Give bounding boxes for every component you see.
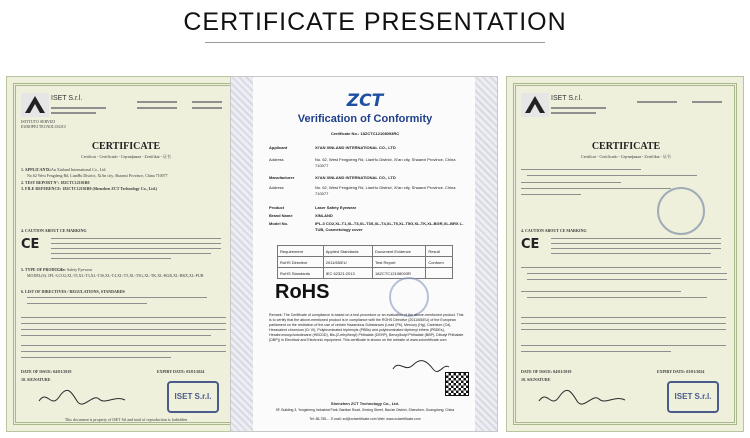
brand-value: XINLAND [315, 213, 333, 218]
body-line [521, 351, 671, 352]
ce-mark-icon: CE [521, 237, 540, 252]
certificate-subheading: Certificat - Certificado - Сертификат - Zertifikat - 证书 [581, 154, 671, 159]
table-header: Applied Standards [323, 246, 372, 257]
table-cell: IEC 62321:2013 [323, 268, 372, 279]
body-line [521, 182, 621, 183]
body-line [521, 194, 581, 195]
org-line-1: ISTITUTO SERVIZI [21, 119, 55, 124]
product-label: Product [269, 205, 285, 210]
body-line [527, 273, 727, 274]
signature-label: 10. SIGNATURE [521, 377, 551, 382]
remark-text: Remark: The Certificate of compliance is based on a test procedure or an evaluation of the above-mentioned product. This is to certify that the above-mentioned product is in compliance with the ROHS Directive (2011/65/EU) of the European parliament on the restriction of the use of certain Hazardous Substances (Lead (Pb), Mercury (Hg), Cadmium (Cd), Hexavalent chromium (Cr VI), Polybrominated biphenyls (PBBs) and polybrominated diphenyl ethers (PBDEs), Hexabromocyclododecane (HBCDD), Bis-(2-ethylhexyl) Phthalate (DEHP), Benzylbutyl Phthalate (BBP), Dibutyl Phthalate (DBP)) in Electrical and Electronic equipment. This certificate is shown on the website of www.zctcertificate.com [269, 313, 464, 342]
table-row [278, 268, 453, 279]
org-line-2: EUROPEI TECNOLOGICI [21, 124, 66, 129]
table-cell: Test Report [373, 257, 426, 268]
contact-line [637, 101, 677, 103]
qr-code-icon [445, 372, 469, 396]
contact-line [137, 101, 177, 103]
rohs-logo: RoHS [275, 281, 330, 303]
product-value: Laser Safety Eyewear [315, 205, 357, 210]
body-line [21, 317, 226, 318]
manufacturer-label: Manufacturer [269, 175, 295, 180]
certificate-subheading: Certificat - Certificado - Сертификат - Zertifikat - 证书 [81, 154, 171, 159]
product-type-label: 5. TYPE OF PRODUCT: [21, 267, 64, 272]
body-line [21, 345, 226, 346]
table-cell: 2011/65/EU [323, 257, 372, 268]
model-value: IPL-3 CO2,XL-T1,XL-T3,XL-T3S,XL-T4,XL-T5,XL-T5G,XL-TK,XL-BGR,XL-BRX L-TUB, Cosmetology cover [315, 221, 464, 232]
verification-heading: Verification of Conformity [297, 113, 433, 125]
body-line [551, 243, 721, 244]
signature-scribble [537, 387, 627, 409]
body-line [51, 253, 211, 254]
signature-label: 10. SIGNATURE [21, 377, 51, 382]
table-cell: RoHS Standards [278, 268, 324, 279]
zct-logo: ZCT [346, 91, 384, 111]
table-header-row [278, 246, 453, 257]
footer-company: Shenzhen ZCT Technology Co., Ltd. [330, 401, 400, 406]
body-line [527, 279, 727, 280]
left-certificate [6, 76, 244, 432]
applicant-value: XI'AN XINLAND INTERNATIONAL CO., LTD [315, 145, 396, 150]
seal-icon [389, 277, 429, 317]
body-line [551, 253, 711, 254]
table-cell: Conform [426, 257, 453, 268]
applicant-address: No.62 West Fengdeng Rd, LianHu District, XiAn city, Shaanxi Province, China 710077 [27, 173, 168, 178]
body-line [51, 248, 221, 249]
table-header: Result [426, 246, 453, 257]
ce-mark-icon: CE [21, 237, 40, 252]
table-row [278, 257, 453, 268]
body-line [51, 243, 221, 244]
body-line [21, 329, 226, 330]
signature-scribble [391, 357, 451, 375]
ce-marking-heading: 4. CAUTION ABOUT CE MARKING [521, 228, 587, 233]
body-line [51, 258, 171, 259]
body-line [521, 169, 641, 170]
body-line [521, 345, 726, 346]
body-line [21, 335, 211, 336]
right-certificate [506, 76, 744, 432]
directives-heading: 6. LIST OF DIRECTIVES / REGULATIONS, STANDARDS [21, 289, 125, 294]
body-line [521, 329, 726, 330]
applicant-value: XiAn Xinland International Co., Ltd. [47, 167, 107, 172]
certificate-heading: CERTIFICATE [591, 141, 661, 152]
body-line [551, 238, 721, 239]
address-value-2: No. 62, West Fengdeng Rd, LianHu District, Xi'an city, Shaanxi Province, China 710077 [315, 185, 456, 196]
address-line [51, 107, 106, 109]
body-line [27, 303, 147, 304]
body-line [521, 323, 726, 324]
body-line [527, 175, 697, 176]
table-header: Document Evidence [373, 246, 426, 257]
body-line [521, 267, 721, 268]
body-line [21, 357, 171, 358]
issue-date: DATE OF ISSUE: 04/01/2019 [521, 369, 572, 374]
file-reference: 3. FILE REFERENCE: 182CTC12101B0 (Shenzhen ZCT Technology Co., Ltd.) [21, 186, 158, 191]
body-line [21, 323, 226, 324]
manufacturer-value: XI'AN XINLAND INTERNATIONAL CO., LTD [315, 175, 396, 180]
address-label: Address [269, 157, 284, 162]
body-line [27, 297, 207, 298]
body-line [521, 291, 681, 292]
table-cell [426, 268, 453, 279]
table-header: Requirement [278, 246, 324, 257]
address-line [51, 112, 96, 114]
body-line [527, 297, 707, 298]
title-underline [205, 42, 545, 43]
iset-logo-icon [521, 93, 549, 117]
applicant-label: 1. APPLICANT: [21, 167, 50, 172]
contact-line [192, 101, 222, 103]
requirements-table [277, 245, 453, 279]
model-label: Model No. [269, 221, 289, 226]
iset-stamp: ISET S.r.l. [167, 381, 219, 413]
body-line [521, 317, 726, 318]
certificate-number: Certificate No.: 18ZCTC12108093RC [330, 131, 400, 136]
footer-address: 5F, Building 3, Yongsheng Industrial Park, Bantian Road, Xinxing Street, Bao'an District, Shenzhen, Guangdong, China [275, 408, 455, 412]
body-line [21, 351, 226, 352]
expiry-date: EXPIRY DATE: 03/01/2024 [157, 369, 205, 374]
address-label-2: Address [269, 185, 284, 190]
product-type-value: Laser Safety Eyewear [57, 267, 93, 272]
body-line [551, 248, 721, 249]
expiry-date: EXPIRY DATE: 03/01/2024 [657, 369, 705, 374]
contact-line [192, 107, 222, 109]
issue-date: DATE OF ISSUE: 04/01/2019 [21, 369, 72, 374]
iset-stamp: ISET S.r.l. [667, 381, 719, 413]
issuer-name: ISET S.r.l. [51, 95, 83, 102]
cert-footer: This document is property of ISET Srl and total of reproduction is forbidden [64, 417, 188, 422]
models-list: MODEL(S): IPL-3,CO2,XL-TI,XL-T3,XL-T3S,XL-T4,XL-T5,XL-T5G,XL-TK,XL-BGR,XL-BRX,XL-PUB [27, 273, 204, 278]
signature-scribble [37, 387, 127, 409]
issuer-name: ISET S.r.l. [551, 95, 583, 102]
table-cell: 18ZCTC12108093R [373, 268, 426, 279]
certificate-heading: CERTIFICATE [91, 141, 161, 152]
body-line [521, 188, 671, 189]
seal-icon [657, 187, 705, 235]
address-line [551, 112, 596, 114]
address-line [551, 107, 606, 109]
iset-logo-icon [21, 93, 49, 117]
applicant-label: Applicant [269, 145, 288, 150]
center-certificate [230, 76, 498, 432]
table-cell: RoHS Directive [278, 257, 324, 268]
test-report: 2. TEST REPORT N°: 182CTC12101B0 [21, 180, 90, 185]
contact-line [137, 107, 177, 109]
address-value: No. 62, West Fengdeng Rd, LianHu District, Xi'an city, Shaanxi Province, China 710077 [315, 157, 456, 168]
ce-marking-heading: 4. CAUTION ABOUT CE MARKING [21, 228, 87, 233]
brand-label: Brand Name [269, 213, 293, 218]
footer-web: Tel: 86-755-... E-mail: zct@zctcertificate.com Web: www.zctcertificate.com [309, 417, 421, 421]
contact-line [692, 101, 722, 103]
body-line [51, 238, 221, 239]
page-title: CERTIFICATE PRESENTATION [183, 8, 567, 36]
